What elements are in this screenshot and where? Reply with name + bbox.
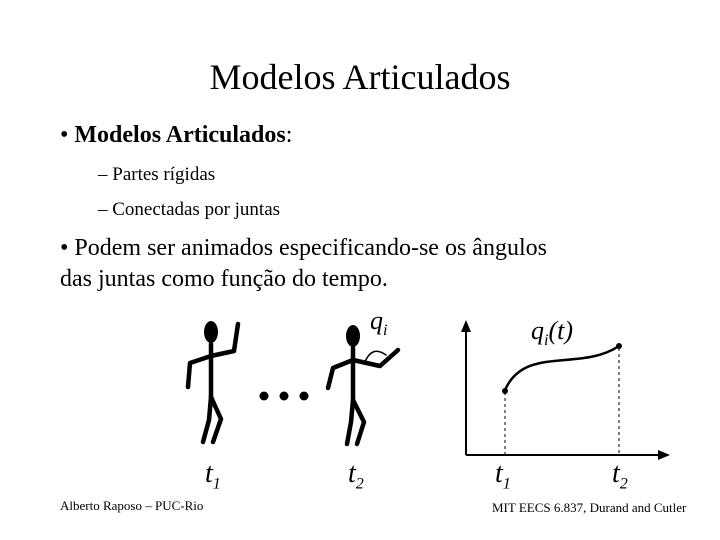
subbullet-partes-rigidas: – Partes rígidas — [98, 164, 216, 185]
t1-label-graph — [495, 458, 511, 494]
t1-label-figure — [205, 458, 221, 494]
stick-figure-1-head — [204, 321, 218, 343]
stick-figure-1-right-leg — [211, 397, 221, 442]
stick-figure-2-head — [346, 325, 360, 347]
graph-y-axis-arrow — [461, 320, 471, 332]
stick-figure-1-left-arm — [188, 356, 211, 387]
footer-author: Alberto Raposo – PUC-Rio — [60, 498, 204, 513]
joint-angle-subscript: i — [383, 322, 388, 340]
bullet-colon: : — [285, 122, 293, 148]
t2-figure-subscript: 2 — [355, 475, 364, 493]
graph-curve — [505, 346, 619, 390]
stick-figure-2-right-arm — [353, 350, 398, 366]
curve-label-paren: (t) — [548, 316, 573, 345]
bullet-animados-line1: • Podem ser animados especificando-se os ângulos — [60, 235, 547, 261]
stick-figure-2-left-arm — [328, 360, 353, 388]
t2-graph-subscript: 2 — [619, 475, 628, 493]
graph-x-axis-arrow — [658, 450, 670, 460]
t1-graph-symbol: t — [495, 458, 503, 489]
bullet-animados-line2: das juntas como função do tempo. — [60, 266, 388, 292]
bullet-marker: • — [60, 122, 69, 148]
curve-label-subscript: i — [544, 332, 549, 350]
joint-angle-arc — [365, 351, 386, 362]
curve-label — [531, 316, 573, 350]
stick-figure-2-right-leg — [353, 400, 364, 444]
t1-figure-symbol: t — [205, 458, 213, 489]
t2-label-figure — [348, 458, 364, 494]
graph-point-t2 — [616, 343, 622, 349]
stick-figure-1-left-leg — [203, 397, 211, 442]
stick-figure-2-left-leg — [347, 400, 353, 444]
subbullet-conectadas-por-juntas: – Conectadas por juntas — [98, 199, 281, 220]
graph-point-t1 — [502, 388, 508, 394]
footer-course: MIT EECS 6.837, Durand and Cutler — [492, 500, 687, 515]
bullet-bold-text: Modelos Articulados — [74, 122, 286, 148]
t1-figure-subscript: 1 — [212, 475, 221, 493]
joint-angle-symbol: q — [370, 306, 383, 335]
t1-graph-subscript: 1 — [502, 475, 511, 493]
stick-figure-1 — [188, 321, 238, 442]
t2-graph-symbol: t — [612, 458, 620, 489]
joint-angle-label — [370, 306, 387, 340]
ellipsis-dots — [260, 392, 309, 401]
t2-label-graph — [612, 458, 628, 494]
slide-title: Modelos Articulados — [209, 57, 511, 97]
curve-label-symbol: q — [531, 316, 544, 345]
t2-figure-symbol: t — [348, 458, 356, 489]
stick-figure-2 — [328, 325, 398, 444]
